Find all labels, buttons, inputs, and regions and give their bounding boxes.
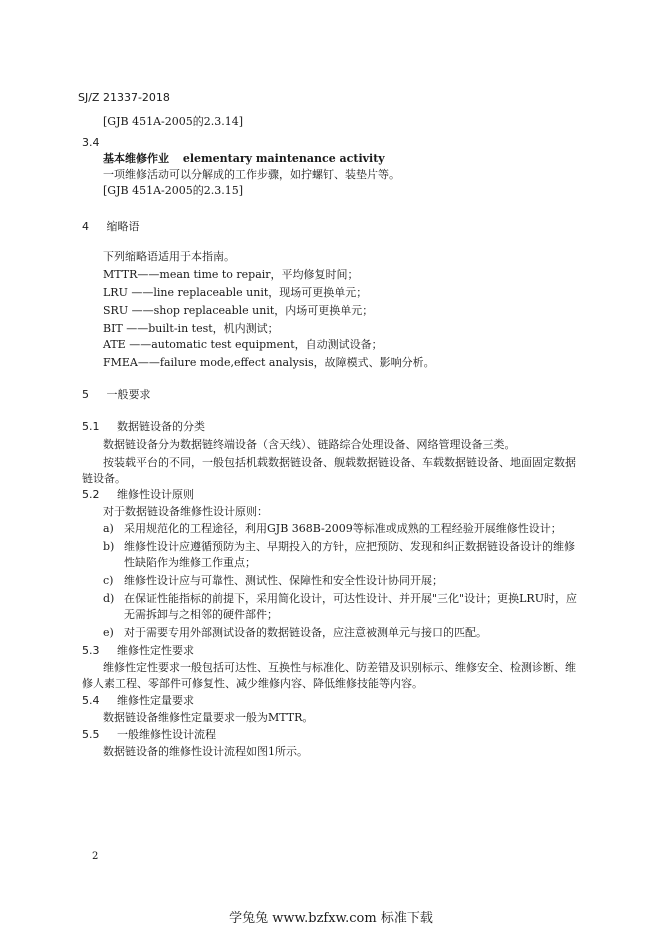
page-number: 2 [92,851,99,862]
section-number: 5.1 [82,420,100,433]
section-number: 5.5 [82,728,100,741]
term-heading [103,152,385,166]
section-number: 5 [82,388,89,401]
abbreviation-item: LRU ——line replaceable unit，现场可更换单元； [103,286,368,299]
abbreviation-item: FMEA——failure mode,effect analysis，故障模式、影响分析。 [103,356,435,369]
paragraph: 数据链设备维修性定量要求一般为MTTR。 [103,711,314,724]
section-heading [82,388,151,402]
list-item-continuation: 无需拆卸与之相邻的硬件部件； [124,608,278,621]
abbreviation-item: SRU ——shop replaceable unit，内场可更换单元； [103,304,374,317]
paragraph: 对于数据链设备维修性设计原则： [103,505,268,518]
list-item: 在保证性能指标的前提下，采用简化设计，可达性设计、并开展"三化"设计；更换LRU时，应 [124,592,577,605]
section-number: 5.2 [82,488,100,501]
section-title: 一般维修性设计流程 [117,728,216,741]
paragraph-continuation: 链设备。 [82,472,126,485]
list-item-continuation: 性缺陷作为维修工作重点； [124,556,256,569]
paragraph: 数据链设备分为数据链终端设备（含天线）、链路综合处理设备、网络管理设备三类。 [103,438,516,451]
section-number: 4 [82,220,89,233]
section-heading [82,220,140,234]
footer-watermark: 学兔兔 www.bzfxw.com 标准下载 [229,911,433,926]
paragraph: 数据链设备的维修性设计流程如图1所示。 [103,745,308,758]
list-item: 维修性设计应与可靠性、测试性、保障性和安全性设计协同开展； [124,574,443,587]
section-title: 一般要求 [106,388,151,401]
section-number: 5.3 [82,644,100,657]
abbreviation-item: MTTR——mean time to repair，平均修复时间； [103,268,359,281]
term-definition: 一项维修活动可以分解成的工作步骤，如拧螺钉、装垫片等。 [103,168,400,181]
section-title: 维修性定性要求 [117,644,194,657]
subsection-heading [82,420,205,434]
abbreviation-item: BIT ——built-in test，机内测试； [103,322,279,335]
subsection-heading [82,644,194,658]
subsection-heading [82,694,194,708]
section-number: 5.4 [82,694,100,707]
list-item-label: d) [103,592,115,605]
subsection-heading [82,488,194,502]
list-item-label: c) [103,574,114,587]
term-chinese: 基本维修作业 [103,152,169,165]
list-item-label: a) [103,522,114,535]
paragraph: 按装载平台的不同，一般包括机载数据链设备、舰载数据链设备、车载数据链设备、地面固定数据 [103,456,576,469]
section-title: 维修性定量要求 [117,694,194,707]
list-item: 维修性设计应遵循预防为主、早期投入的方针，应把预防、发现和纠正数据链设备设计的维修 [124,540,575,553]
list-item-label: b) [103,540,115,553]
paragraph-continuation: 修人素工程、零部件可修复性、减少维修内容、降低维修技能等内容。 [82,677,423,690]
reference-line: [GJB 451A-2005的2.3.15] [103,184,243,197]
paragraph: 维修性定性要求一般包括可达性、互换性与标准化、防差错及识别标示、维修安全、检测诊断、维 [103,661,576,674]
paragraph: 下列缩略语适用于本指南。 [103,250,235,263]
section-title: 数据链设备的分类 [117,420,205,433]
reference-line: [GJB 451A-2005的2.3.14] [103,115,243,128]
subsection-heading [82,728,216,742]
list-item-label: e) [103,626,114,639]
document-header: SJ/Z 21337-2018 [78,91,170,104]
section-title: 缩略语 [106,220,140,233]
section-number: 3.4 [82,136,100,149]
list-item: 采用规范化的工程途径，利用GJB 368B-2009等标准或成熟的工程经验开展维修性设计； [124,522,562,535]
list-item: 对于需要专用外部测试设备的数据链设备，应注意被测单元与接口的匹配。 [124,626,487,639]
abbreviation-item: ATE ——automatic test equipment，自动测试设备； [103,338,383,351]
term-english: elementary maintenance activity [182,152,385,165]
section-title: 维修性设计原则 [117,488,194,501]
